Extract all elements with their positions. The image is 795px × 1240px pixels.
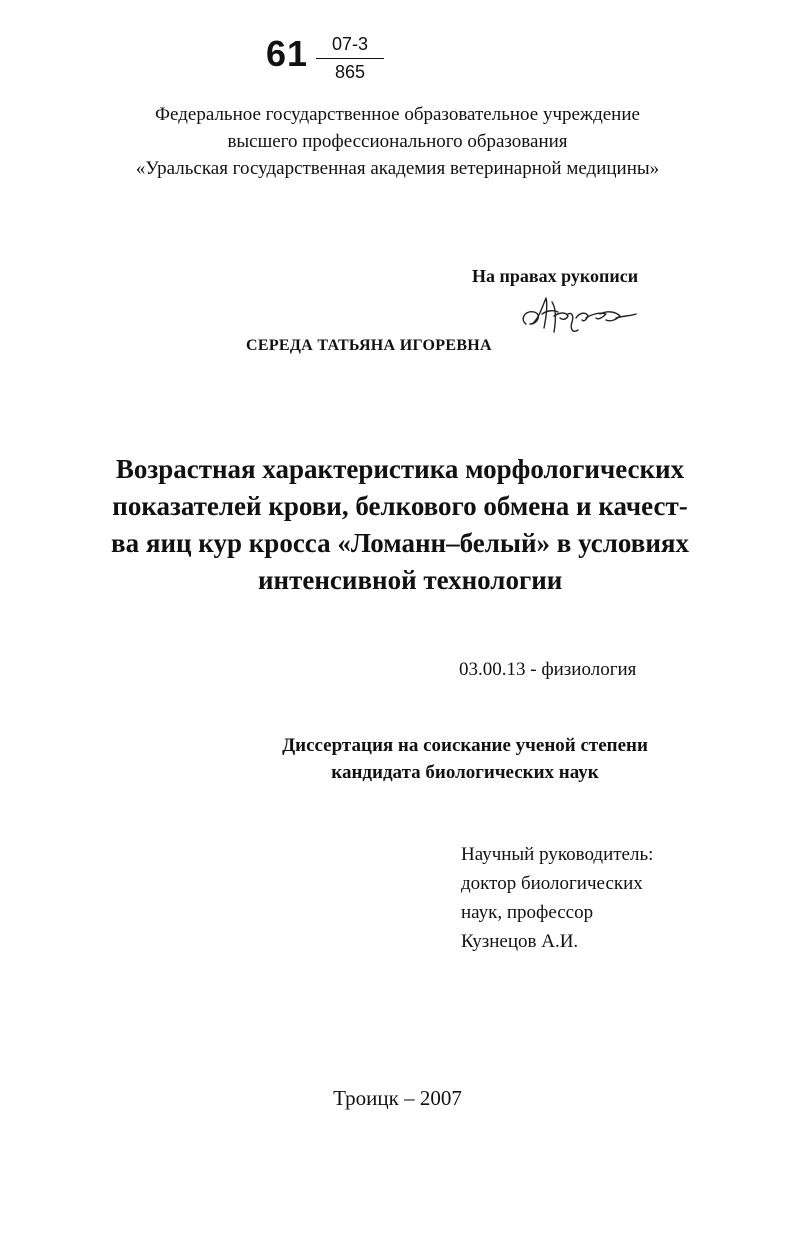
institution-line: высшего профессионального образования [227, 131, 568, 152]
author-name: СЕРЕДА ТАТЬЯНА ИГОРЕВНА [246, 337, 492, 354]
title-line: интенсивной технологии [258, 565, 563, 595]
supervisor-degree: доктор биологических [461, 873, 643, 894]
title-line: ва яиц кур кросса «Ломанн–белый» в условиях [111, 528, 689, 558]
title-line: Возрастная характеристика морфологических [115, 454, 685, 484]
city-year: Троицк – 2007 [333, 1086, 462, 1110]
rights-note: На правах рукописи [472, 266, 639, 286]
degree-statement [200, 732, 730, 786]
supervisor-block [461, 840, 653, 956]
archive-code-main: 61 [266, 33, 309, 74]
institution-line: «Уральская государственная академия ветеринарной медицины» [135, 158, 660, 179]
degree-line: Диссертация на соискание ученой степени [282, 735, 648, 756]
supervisor-rank: наук, профессор [461, 902, 594, 923]
supervisor-name: Кузнецов А.И. [461, 931, 579, 952]
supervisor-label: Научный руководитель: [461, 844, 654, 865]
institution-block [60, 101, 735, 182]
archive-code-fraction-line [316, 58, 384, 59]
title-line: показателей крови, белкового обмена и качест- [112, 491, 688, 521]
archive-code-denominator: 865 [334, 62, 366, 82]
degree-line: кандидата биологических наук [331, 762, 599, 783]
institution-line: Федеральное государственное образовательное учреждение [155, 104, 640, 125]
signature-icon [516, 290, 644, 338]
dissertation-title [80, 451, 720, 599]
archive-code-numerator: 07-3 [331, 34, 369, 54]
specialty-code: 03.00.13 - физиология [459, 659, 637, 680]
